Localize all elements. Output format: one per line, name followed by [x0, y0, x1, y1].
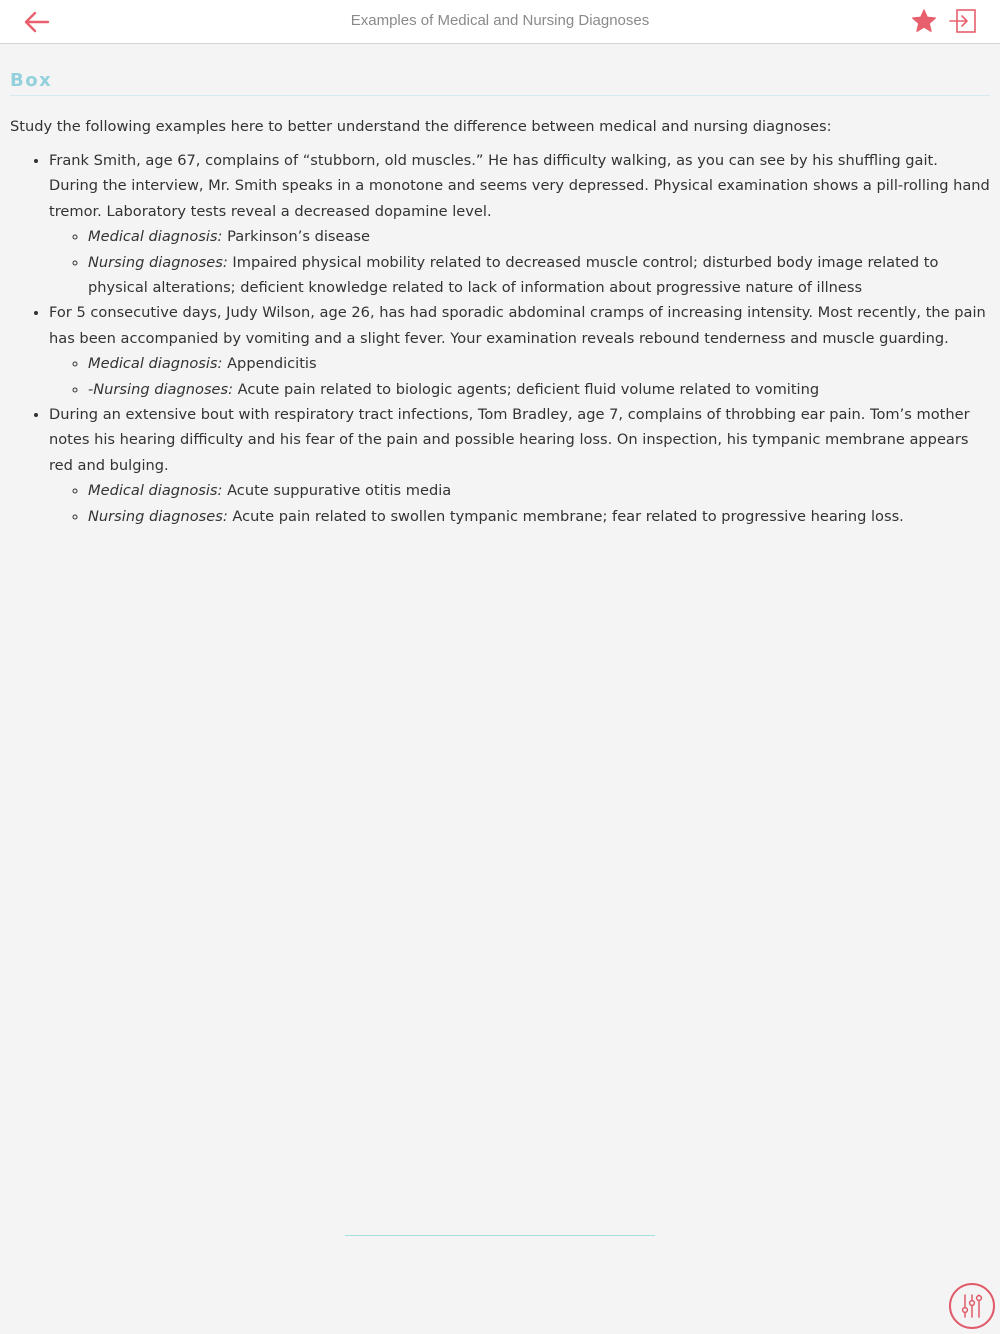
case-list	[10, 148, 990, 529]
diagnosis-label: -Nursing diagnoses:	[88, 380, 234, 398]
diagnosis-value: Acute pain related to biologic agents; deficient fluid volume related to vomiting	[233, 380, 820, 398]
diagnosis-item	[88, 377, 990, 402]
page-title: Examples of Medical and Nursing Diagnoses	[350, 12, 650, 29]
sliders-icon	[957, 1291, 987, 1321]
diagnosis-value: Appendicitis	[222, 355, 317, 373]
top-bar	[0, 0, 1000, 44]
diagnosis-label: Medical diagnosis:	[88, 355, 223, 373]
settings-button[interactable]	[949, 1283, 995, 1329]
case-text: Frank Smith, age 67, complains of “stubborn, old muscles.” He has difficulty walking, as you can see by his shuffling gait. During the interview, Mr. Smith speaks in a monotone and seems very depressed. Physical examination shows a pill-rolling hand tremor. Laboratory tests reveal a decreased dopamine level.	[49, 152, 990, 220]
case-item	[49, 402, 990, 529]
diagnosis-list	[49, 224, 990, 300]
diagnosis-item	[88, 351, 990, 376]
intro-text: Study the following examples here to better understand the difference between medical and nursing diagnoses:	[10, 118, 832, 135]
diagnosis-value: Acute suppurative otitis media	[222, 482, 452, 500]
case-item	[49, 300, 990, 402]
exit-button[interactable]	[948, 8, 980, 36]
case-text: During an extensive bout with respiratory tract infections, Tom Bradley, age 7, complains of throbbing ear pain. Tom’s mother notes his hearing difficulty and his fear of the pain and possible hearing loss. On inspection, his tympanic membrane appears red and bulging.	[49, 406, 970, 474]
diagnosis-label: Medical diagnosis:	[88, 482, 223, 500]
diagnosis-list	[49, 478, 990, 529]
case-item	[49, 148, 990, 300]
diagnosis-value: Acute pain related to swollen tympanic membrane; fear related to progressive hearing loss.	[227, 507, 904, 525]
diagnosis-item	[88, 504, 990, 529]
article-content	[10, 70, 990, 529]
diagnosis-label: Medical diagnosis:	[88, 228, 223, 246]
diagnosis-label: Nursing diagnoses:	[88, 507, 228, 525]
diagnosis-item	[88, 224, 990, 249]
diagnosis-label: Nursing diagnoses:	[88, 253, 228, 271]
diagnosis-list	[49, 351, 990, 402]
exit-icon	[948, 8, 980, 34]
divider	[345, 1235, 655, 1236]
diagnosis-value: Parkinson’s disease	[222, 228, 371, 246]
case-text: For 5 consecutive days, Judy Wilson, age 26, has had sporadic abdominal cramps of increasing intensity. Most recently, the pain has been accompanied by vomiting and a slight fever. Your examination reveals rebound tenderness and muscle guarding.	[49, 304, 986, 347]
diagnosis-item	[88, 478, 990, 503]
diagnosis-value: Impaired physical mobility related to decreased muscle control; disturbed body image related to physical alterations; deficient knowledge related to lack of information about progressive nature of illness	[88, 253, 939, 297]
star-icon	[910, 8, 938, 34]
diagnosis-item	[88, 250, 990, 301]
favorite-button[interactable]	[910, 8, 940, 36]
box-heading: Box	[10, 70, 990, 96]
